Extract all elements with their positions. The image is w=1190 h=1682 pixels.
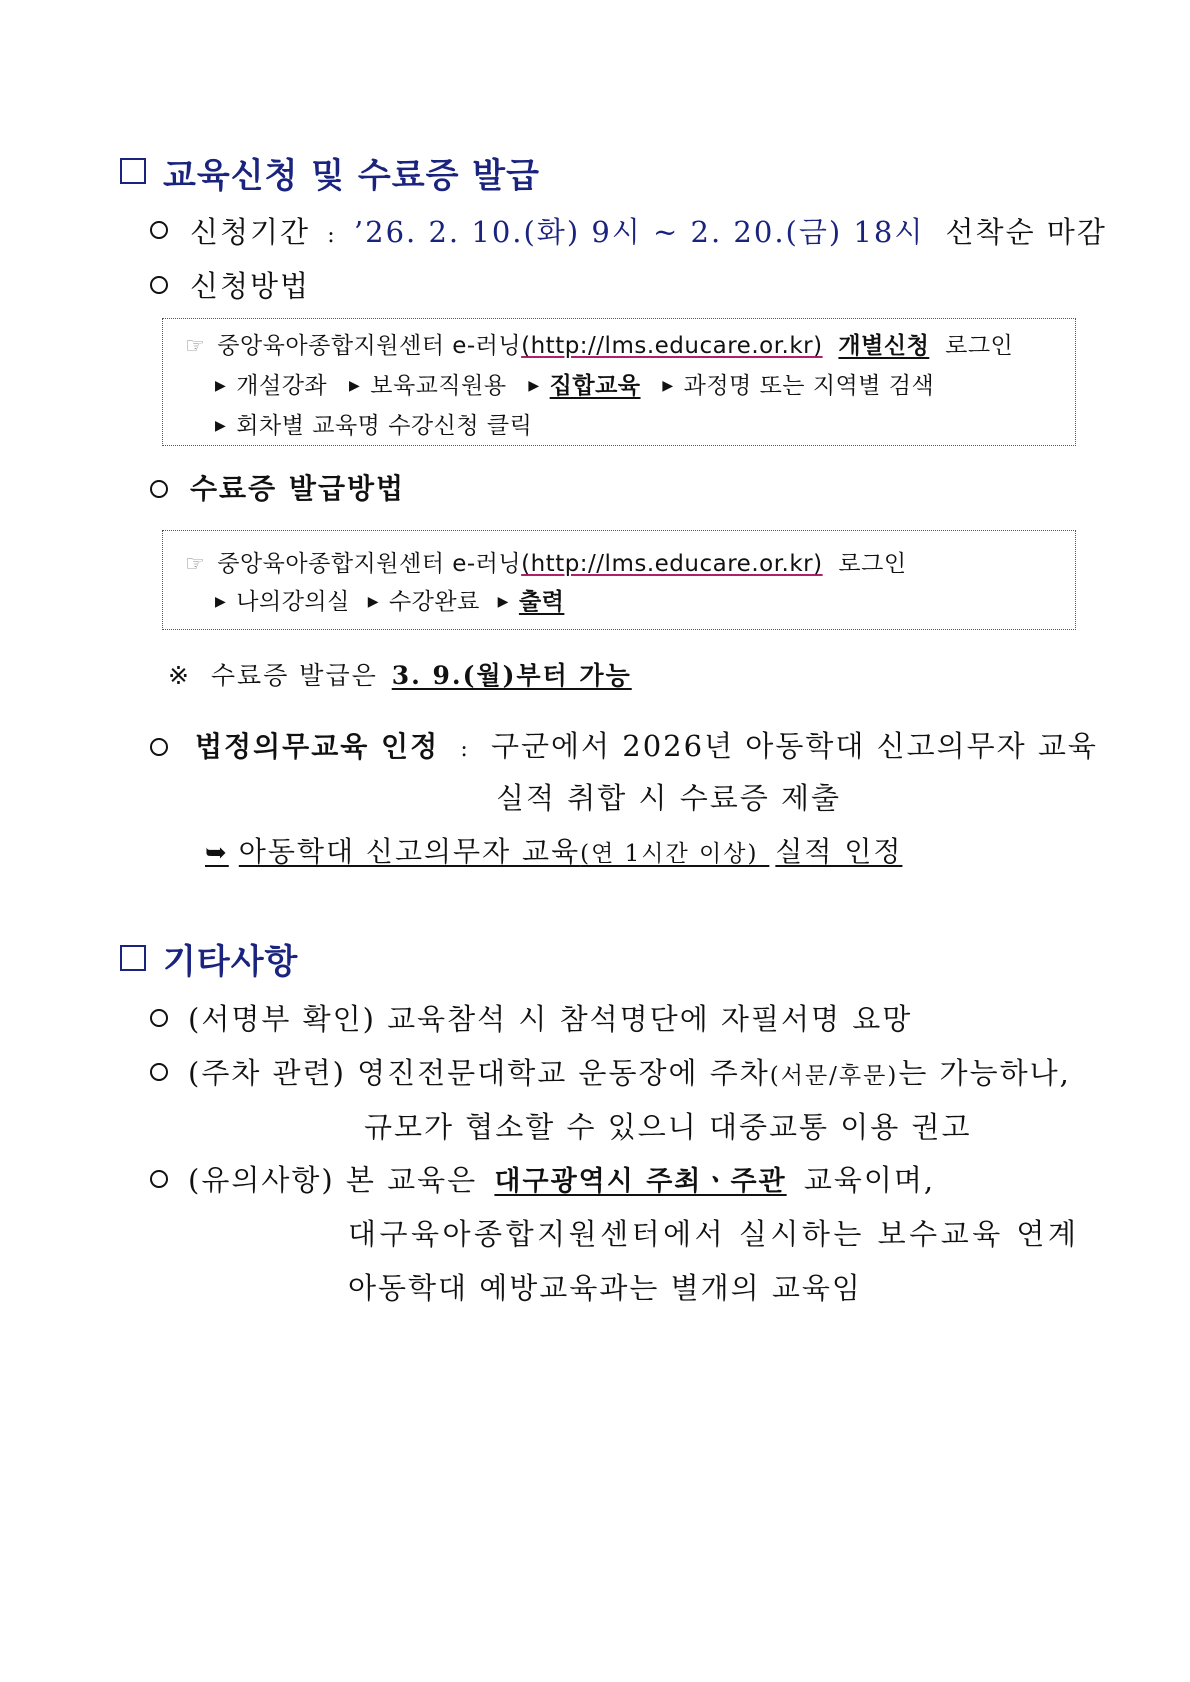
- method-label: 신청방법: [190, 269, 311, 303]
- result-text: 아동학대 신고의무자 교육: [238, 835, 581, 868]
- url-link[interactable]: (http://lms.educare.or.kr): [521, 333, 823, 359]
- period-label: 신청기간: [190, 215, 311, 249]
- step-text: 출력: [518, 589, 565, 615]
- legal-line: [195, 724, 1098, 765]
- item-bold: 대구광역시 주최ㆍ주관: [494, 1166, 787, 1197]
- result-text: 실적 인정: [775, 835, 903, 868]
- bullet-icon: [150, 480, 168, 498]
- signup-text: 개별신청: [838, 333, 930, 359]
- item-text: 교육이며,: [803, 1163, 936, 1197]
- section-marker-icon: [120, 158, 146, 184]
- certificate-note: [168, 656, 632, 692]
- arrow-icon: ➥: [205, 838, 229, 868]
- certificate-box: [162, 530, 1076, 630]
- step-text: 개설강좌: [236, 373, 328, 399]
- triangle-right-icon: ▶: [348, 378, 361, 394]
- legal-label: 법정의무교육 인정: [195, 730, 440, 763]
- note-text: 수료증 발급은: [210, 661, 378, 690]
- box-text: 로그인: [838, 551, 907, 577]
- triangle-right-icon: ▶: [215, 378, 227, 394]
- section-title: 기타사항: [163, 942, 299, 982]
- pointing-hand-icon: ☞: [185, 334, 206, 359]
- item-text: 는 가능하나,: [898, 1056, 1071, 1090]
- method-box-line2: [215, 367, 934, 400]
- method-box-line1: [185, 327, 1013, 360]
- step-text: 수강완료: [388, 589, 480, 615]
- step-text: 보육교직원용: [370, 373, 507, 399]
- bullet-icon: [150, 1063, 168, 1081]
- period-sep: :: [327, 223, 337, 248]
- bullet-icon: [150, 1170, 168, 1188]
- note-date: 3. 9.(월)부터 가능: [391, 661, 632, 690]
- bullet-icon: [150, 221, 168, 239]
- pointing-hand-icon: ☞: [185, 552, 206, 577]
- certificate-label: 수료증 발급방법: [190, 472, 406, 505]
- section-title: 교육신청 및 수료증 발급: [163, 156, 540, 196]
- triangle-right-icon: ▶: [215, 418, 227, 434]
- period-suffix: 선착순 마감: [945, 215, 1107, 249]
- item-note: (서문/후문): [769, 1063, 899, 1089]
- item-text: (주차 관련) 영진전문대학교 운동장에 주차: [188, 1056, 770, 1090]
- certificate-box-line1: [185, 545, 907, 578]
- box-text: 중앙육아종합지원센터 e-러닝: [217, 333, 522, 359]
- item-text: (유의사항) 본 교육은: [188, 1163, 478, 1197]
- box-text: 중앙육아종합지원센터 e-러닝: [217, 551, 522, 577]
- step-text: 집합교육: [549, 373, 641, 399]
- triangle-right-icon: ▶: [662, 378, 674, 394]
- triangle-right-icon: ▶: [215, 594, 227, 610]
- legal-sep: :: [460, 737, 470, 762]
- method-box-line3: [215, 407, 532, 440]
- period-value: ’26. 2. 10.(화) 9시 ~ 2. 20.(금) 18시: [353, 215, 925, 249]
- triangle-right-icon: ▶: [367, 594, 379, 610]
- legal-text1: 구군에서 2026년 아동학대 신고의무자 교육: [491, 729, 1098, 763]
- bullet-icon: [150, 276, 168, 294]
- step-text: 나의강의실: [236, 589, 350, 615]
- note-item-3: [188, 1158, 935, 1199]
- legal-result: [205, 830, 902, 870]
- step-text: 과정명 또는 지역별 검색: [683, 373, 935, 399]
- triangle-right-icon: ▶: [497, 594, 509, 610]
- step-text: 회차별 교육명 수강신청 클릭: [236, 413, 533, 439]
- box-text: 로그인: [945, 333, 1014, 359]
- result-note: (연 1시간 이상): [580, 841, 759, 867]
- certificate-box-line2: [215, 583, 564, 616]
- legal-text2: 실적 취합 시 수료증 제출: [496, 781, 842, 815]
- note-item-3-cont: 아동학대 예방교육과는 별개의 교육임: [348, 1271, 862, 1305]
- triangle-right-icon: ▶: [528, 378, 540, 394]
- note-item-2: [188, 1051, 1071, 1092]
- period-line: [190, 210, 1107, 251]
- url-link[interactable]: (http://lms.educare.or.kr): [521, 551, 823, 577]
- note-item-2-cont: 규모가 협소할 수 있으니 대중교통 이용 권고: [364, 1110, 972, 1144]
- bullet-icon: [150, 738, 168, 756]
- note-item-1: (서명부 확인) 교육참석 시 참석명단에 자필서명 요망: [188, 1002, 913, 1036]
- section-marker-icon: [120, 945, 146, 971]
- method-box: [162, 318, 1076, 446]
- note-item-3-cont: 대구육아종합지원센터에서 실시하는 보수교육 연계: [348, 1217, 1080, 1251]
- bullet-icon: [150, 1009, 168, 1027]
- note-mark: ※: [168, 661, 191, 690]
